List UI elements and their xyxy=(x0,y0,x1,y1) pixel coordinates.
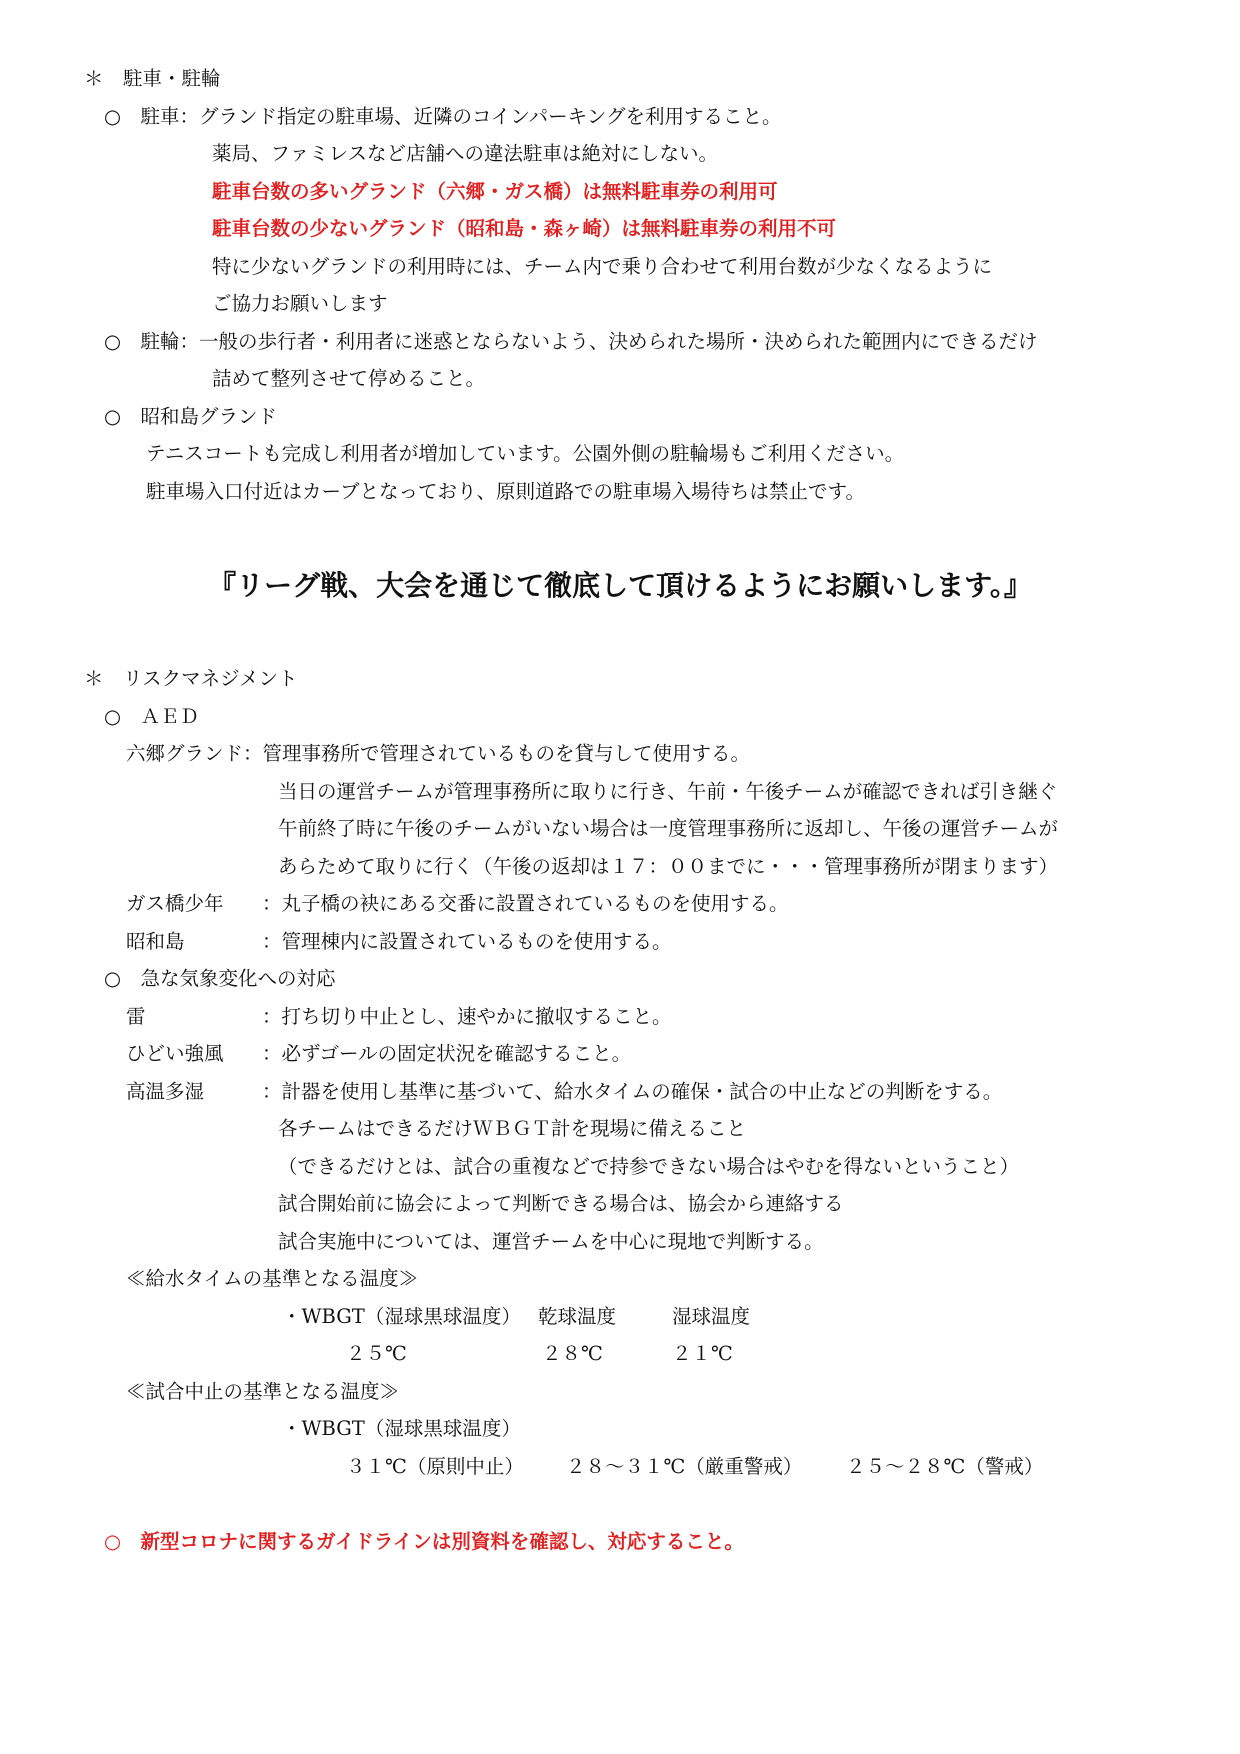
aed-rokugo-line: 午前終了時に午後のチームがいない場合は一度管理事務所に返却し、午後の運営チームが xyxy=(278,817,1059,840)
stop-criteria-header: ・WBGT（湿球黒球温度） xyxy=(282,1417,521,1440)
heat-line: 試合実施中については、運営チームを中心に現地で判断する。 xyxy=(278,1230,824,1253)
water-criteria-header: ・WBGT（湿球黒球温度） xyxy=(282,1305,521,1328)
water-criteria-header: 乾球温度 xyxy=(538,1305,617,1328)
banner-heading: 『リーグ戦、大会を通じて徹底して頂けるようにお願いします。』 xyxy=(208,569,1032,602)
stop-criteria-value: ２５～２８℃（警戒） xyxy=(846,1455,1044,1478)
aed-rokugo-line: あらためて取りに行く（午後の返却は１７：００までに・・・管理事務所が閉まります） xyxy=(278,855,1059,878)
parking-showa-line: 駐車場入口付近はカーブとなっており、原則道路での駐車場入場待ちは禁止です。 xyxy=(146,480,865,503)
stop-criteria-value: ３１℃（原則中止） xyxy=(346,1455,524,1478)
aed-showa-label: 昭和島 xyxy=(126,930,185,953)
water-criteria-title: ≪給水タイムの基準となる温度≫ xyxy=(126,1267,419,1290)
heat-line: 各チームはできるだけＷＢＧＴ計を現場に備えること xyxy=(278,1117,747,1140)
section-title-risk: ＊ リスクマネジメント xyxy=(84,667,298,690)
parking-bike-line: 詰めて整列させて停めること。 xyxy=(212,367,486,390)
aed-showa-text: ：管理棟内に設置されているものを使用する。 xyxy=(262,930,672,953)
thunder-text: ：打ち切り中止とし、速やかに撤収すること。 xyxy=(262,1005,672,1028)
water-criteria-value: ２１℃ xyxy=(672,1342,733,1365)
aed-heading: ○ ＡＥＤ xyxy=(104,705,200,728)
corona-notice: ○ 新型コロナに関するガイドラインは別資料を確認し、対応すること。 xyxy=(104,1530,744,1553)
aed-gasu-text: ：丸子橋の袂にある交番に設置されているものを使用する。 xyxy=(262,892,789,915)
parking-car-line-red: 駐車台数の少ないグランド（昭和島・森ヶ崎）は無料駐車券の利用不可 xyxy=(212,217,837,240)
aed-rokugo-heading: 六郷グランド：管理事務所で管理されているものを貸与して使用する。 xyxy=(126,742,751,765)
parking-showa-heading: ○ 昭和島グランド xyxy=(104,405,278,428)
parking-showa-line: テニスコートも完成し利用者が増加しています。公園外側の駐輪場もご利用ください。 xyxy=(146,442,905,465)
heat-label: 高温多湿 xyxy=(126,1080,205,1103)
heat-text: ：計器を使用し基準に基づいて、給水タイムの確保・試合の中止などの判断をする。 xyxy=(262,1080,1003,1103)
thunder-label: 雷 xyxy=(126,1005,146,1028)
stop-criteria-title: ≪試合中止の基準となる温度≫ xyxy=(126,1380,400,1403)
section-title-parking: ＊ 駐車・駐輪 xyxy=(84,67,221,90)
heat-line: 試合開始前に協会によって判断できる場合は、協会から連絡する xyxy=(278,1192,844,1215)
weather-heading: ○ 急な気象変化への対応 xyxy=(104,967,336,990)
water-criteria-value: ２８℃ xyxy=(542,1342,603,1365)
wind-text: ：必ずゴールの固定状況を確認すること。 xyxy=(262,1042,632,1065)
aed-gasu-label: ガス橋少年 xyxy=(126,892,224,915)
parking-car-line: 薬局、ファミレスなど店舗への違法駐車は絶対にしない。 xyxy=(212,142,719,165)
water-criteria-value: ２５℃ xyxy=(346,1342,407,1365)
wind-label: ひどい強風 xyxy=(126,1042,224,1065)
heat-line: （できるだけとは、試合の重複などで持参できない場合はやむを得ないということ） xyxy=(278,1155,1020,1178)
water-criteria-header: 湿球温度 xyxy=(672,1305,751,1328)
aed-rokugo-line: 当日の運営チームが管理事務所に取りに行き、午前・午後チームが確認できれば引き継ぐ xyxy=(278,780,1058,803)
parking-car-line: ご協力お願いします xyxy=(212,292,388,315)
stop-criteria-value: ２８～３１℃（厳重警戒） xyxy=(566,1455,803,1478)
parking-car-line: 特に少ないグランドの利用時には、チーム内で乗り合わせて利用台数が少なくなるように xyxy=(212,255,993,278)
parking-car-line-red: 駐車台数の多いグランド（六郷・ガス橋）は無料駐車券の利用可 xyxy=(212,180,778,203)
parking-bike-heading: ○ 駐輪：一般の歩行者・利用者に迷惑とならないよう、決められた場所・決められた範囲内にできるだけ xyxy=(104,330,1038,353)
parking-car-heading: ○ 駐車：グランド指定の駐車場、近隣のコインパーキングを利用すること。 xyxy=(104,105,782,128)
